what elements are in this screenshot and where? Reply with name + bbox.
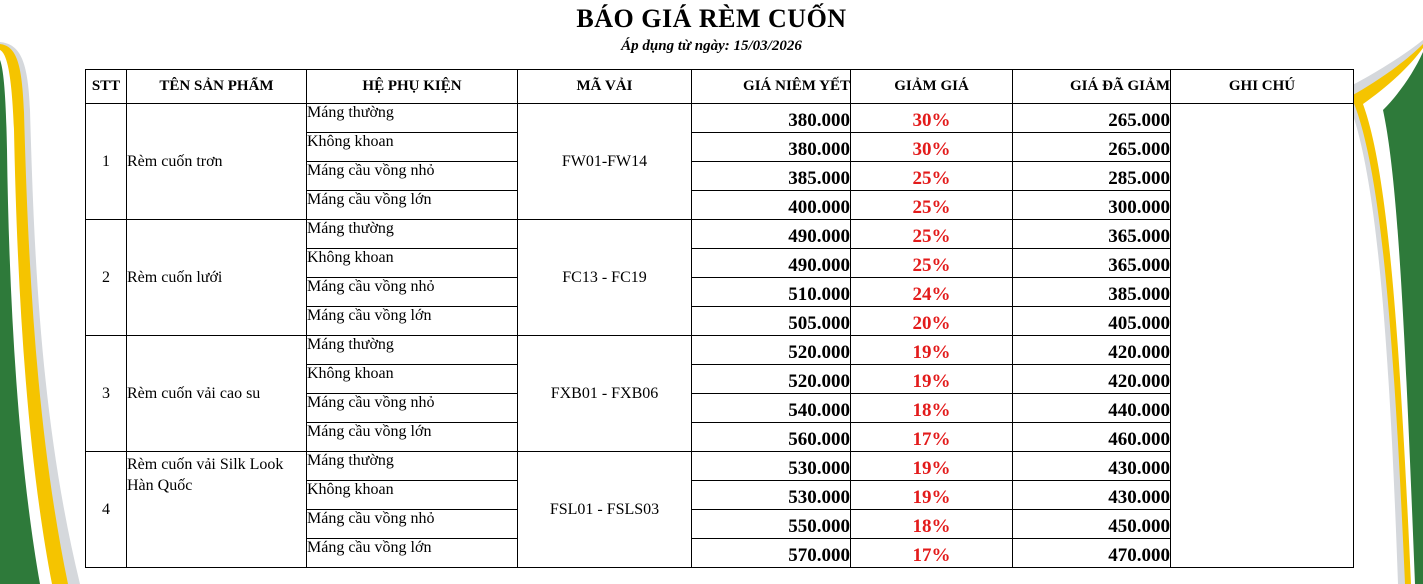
discount-cell: 18% <box>851 510 1013 539</box>
col-header-note: GHI CHÚ <box>1171 70 1354 104</box>
price-table <box>85 69 1354 568</box>
col-header-fabric-code: MÃ VẢI <box>518 70 692 104</box>
accessory-cell: Máng cầu vồng lớn <box>307 191 518 220</box>
accessory-cell: Máng cầu vồng lớn <box>307 307 518 336</box>
table-row <box>86 220 1354 249</box>
list-price-cell: 490.000 <box>692 220 851 249</box>
discount-cell: 17% <box>851 539 1013 568</box>
accessory-cell: Máng cầu vồng lớn <box>307 423 518 452</box>
discount-cell: 25% <box>851 162 1013 191</box>
list-price-cell: 520.000 <box>692 365 851 394</box>
final-price-cell: 365.000 <box>1013 220 1171 249</box>
final-price-cell: 460.000 <box>1013 423 1171 452</box>
accessory-cell: Máng cầu vồng nhỏ <box>307 278 518 307</box>
discount-cell: 18% <box>851 394 1013 423</box>
table-row <box>86 452 1354 481</box>
page-title: BÁO GIÁ RÈM CUỐN <box>576 4 847 33</box>
col-header-stt: STT <box>86 70 127 104</box>
final-price-cell: 420.000 <box>1013 336 1171 365</box>
note-cell <box>1171 104 1354 568</box>
list-price-cell: 530.000 <box>692 452 851 481</box>
fabric-code-cell: FXB01 - FXB06 <box>518 336 692 452</box>
accessory-cell: Không khoan <box>307 133 518 162</box>
final-price-cell: 470.000 <box>1013 539 1171 568</box>
list-price-cell: 530.000 <box>692 481 851 510</box>
final-price-cell: 420.000 <box>1013 365 1171 394</box>
list-price-cell: 400.000 <box>692 191 851 220</box>
discount-cell: 25% <box>851 220 1013 249</box>
accessory-cell: Máng cầu vồng nhỏ <box>307 162 518 191</box>
discount-cell: 20% <box>851 307 1013 336</box>
col-header-product: TÊN SẢN PHẨM <box>127 70 307 104</box>
final-price-cell: 405.000 <box>1013 307 1171 336</box>
accessory-cell: Máng cầu vồng lớn <box>307 539 518 568</box>
product-name-cell: Rèm cuốn vải cao su <box>127 336 307 452</box>
discount-cell: 19% <box>851 336 1013 365</box>
final-price-cell: 365.000 <box>1013 249 1171 278</box>
fabric-code-cell: FC13 - FC19 <box>518 220 692 336</box>
stt-cell: 4 <box>86 452 127 568</box>
table-row <box>86 336 1354 365</box>
discount-cell: 24% <box>851 278 1013 307</box>
accessory-cell: Không khoan <box>307 249 518 278</box>
list-price-cell: 560.000 <box>692 423 851 452</box>
right-swoosh-decoration <box>1343 0 1423 584</box>
table-row <box>86 104 1354 133</box>
discount-cell: 25% <box>851 249 1013 278</box>
stt-cell: 1 <box>86 104 127 220</box>
discount-cell: 19% <box>851 452 1013 481</box>
list-price-cell: 540.000 <box>692 394 851 423</box>
list-price-cell: 510.000 <box>692 278 851 307</box>
list-price-cell: 550.000 <box>692 510 851 539</box>
final-price-cell: 385.000 <box>1013 278 1171 307</box>
list-price-cell: 520.000 <box>692 336 851 365</box>
left-swoosh-decoration <box>0 0 90 584</box>
accessory-cell: Máng cầu vồng nhỏ <box>307 510 518 539</box>
final-price-cell: 285.000 <box>1013 162 1171 191</box>
table-header-row <box>86 70 1354 104</box>
list-price-cell: 570.000 <box>692 539 851 568</box>
accessory-cell: Máng cầu vồng nhỏ <box>307 394 518 423</box>
product-name-cell: Rèm cuốn vải Silk Look Hàn Quốc <box>127 452 307 568</box>
final-price-cell: 450.000 <box>1013 510 1171 539</box>
list-price-cell: 505.000 <box>692 307 851 336</box>
list-price-cell: 385.000 <box>692 162 851 191</box>
discount-cell: 19% <box>851 365 1013 394</box>
list-price-cell: 380.000 <box>692 133 851 162</box>
final-price-cell: 265.000 <box>1013 133 1171 162</box>
product-name-cell: Rèm cuốn lưới <box>127 220 307 336</box>
discount-cell: 19% <box>851 481 1013 510</box>
col-header-discount: GIẢM GIÁ <box>851 70 1013 104</box>
fabric-code-cell: FSL01 - FSLS03 <box>518 452 692 568</box>
stt-cell: 2 <box>86 220 127 336</box>
col-header-accessory: HỆ PHỤ KIỆN <box>307 70 518 104</box>
list-price-cell: 490.000 <box>692 249 851 278</box>
col-header-list-price: GIÁ NIÊM YẾT <box>692 70 851 104</box>
discount-cell: 30% <box>851 104 1013 133</box>
col-header-final-price: GIÁ ĐÃ GIẢM <box>1013 70 1171 104</box>
accessory-cell: Máng thường <box>307 220 518 249</box>
fabric-code-cell: FW01-FW14 <box>518 104 692 220</box>
accessory-cell: Máng thường <box>307 104 518 133</box>
accessory-cell: Máng thường <box>307 336 518 365</box>
final-price-cell: 300.000 <box>1013 191 1171 220</box>
discount-cell: 30% <box>851 133 1013 162</box>
accessory-cell: Không khoan <box>307 481 518 510</box>
effective-date: Áp dụng từ ngày: 15/03/2026 <box>621 38 802 54</box>
final-price-cell: 265.000 <box>1013 104 1171 133</box>
list-price-cell: 380.000 <box>692 104 851 133</box>
discount-cell: 25% <box>851 191 1013 220</box>
accessory-cell: Máng thường <box>307 452 518 481</box>
final-price-cell: 430.000 <box>1013 452 1171 481</box>
stt-cell: 3 <box>86 336 127 452</box>
final-price-cell: 430.000 <box>1013 481 1171 510</box>
final-price-cell: 440.000 <box>1013 394 1171 423</box>
discount-cell: 17% <box>851 423 1013 452</box>
accessory-cell: Không khoan <box>307 365 518 394</box>
product-name-cell: Rèm cuốn trơn <box>127 104 307 220</box>
